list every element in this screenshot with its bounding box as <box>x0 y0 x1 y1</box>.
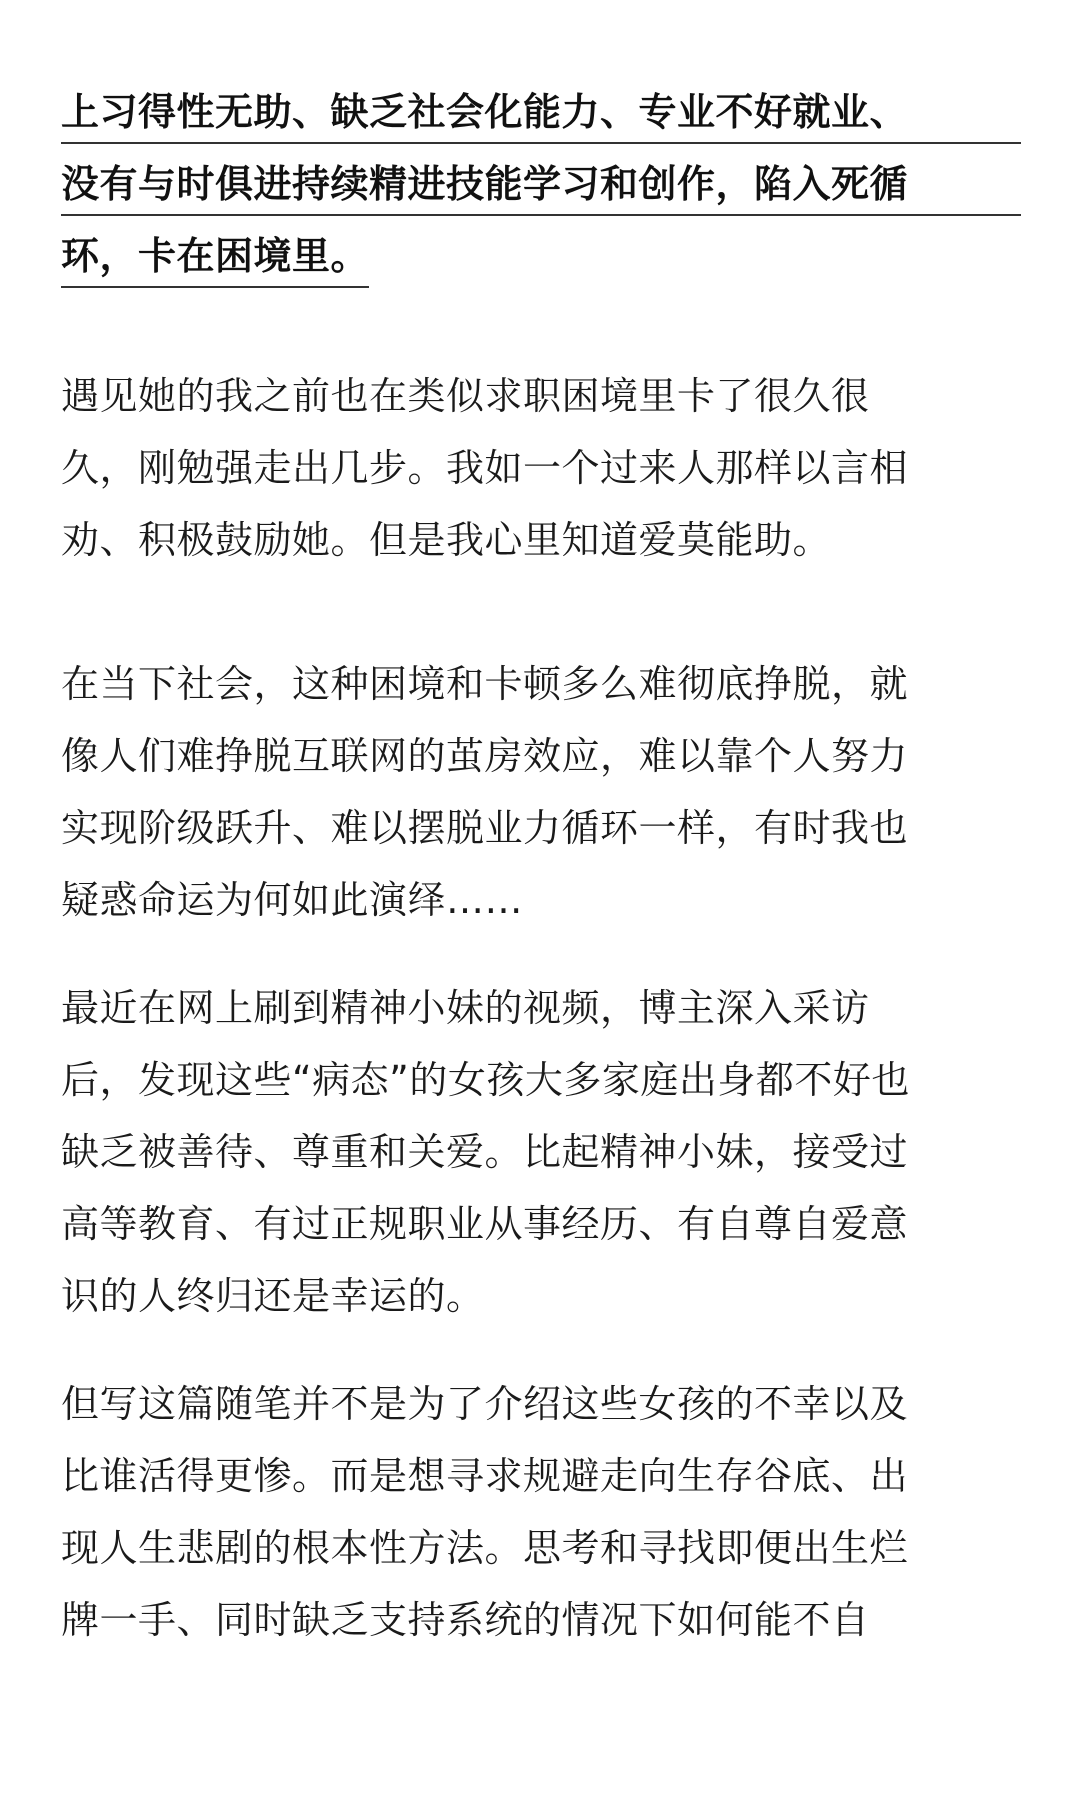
text-line: 实现阶级跃升、难以摆脱业力循环一样，有时我也 <box>61 806 909 850</box>
text-line: 最近在网上刷到精神小妹的视频，博主深入采访 <box>61 986 870 1030</box>
paragraph <box>61 1368 1021 1656</box>
text-line: 遇见她的我之前也在类似求职困境里卡了很久很 <box>61 374 870 418</box>
text-line: 在当下社会，这种困境和卡顿多么难彻底挣脱，就 <box>61 662 909 706</box>
text-line: 识的人终归还是幸运的。 <box>61 1274 485 1318</box>
text-line: 高等教育、有过正规职业从事经历、有自尊自爱意 <box>61 1202 909 1246</box>
paragraph <box>61 972 1021 1332</box>
text-line: 现人生悲剧的根本性方法。思考和寻找即便出生烂 <box>61 1526 909 1570</box>
text-line: 劝、积极鼓励她。但是我心里知道爱莫能助。 <box>61 518 832 562</box>
text-line: 久，刚勉强走出几步。我如一个过来人那样以言相 <box>61 446 909 490</box>
paragraph <box>61 648 1021 936</box>
text-line: 后，发现这些“病态”的女孩大多家庭出身都不好也 <box>61 1058 910 1102</box>
text-line: 疑惑命运为何如此演绎…… <box>61 878 524 922</box>
text-line: 缺乏被善待、尊重和关爱。比起精神小妹，接受过 <box>61 1130 909 1174</box>
highlight-line: 环，卡在困境里。 <box>61 216 369 288</box>
text-line: 比谁活得更惨。而是想寻求规避走向生存谷底、出 <box>61 1454 909 1498</box>
paragraph <box>61 360 1021 576</box>
highlight-paragraph <box>61 72 1021 288</box>
text-line: 牌一手、同时缺乏支持系统的情况下如何能不自 <box>61 1598 870 1642</box>
text-line: 但写这篇随笔并不是为了介绍这些女孩的不幸以及 <box>61 1382 909 1426</box>
highlight-line: 上习得性无助、缺乏社会化能力、专业不好就业、 <box>61 72 1021 144</box>
highlight-line: 没有与时俱进持续精进技能学习和创作，陷入死循 <box>61 144 1021 216</box>
article-body <box>61 0 1021 1656</box>
text-line: 像人们难挣脱互联网的茧房效应，难以靠个人努力 <box>61 734 909 778</box>
